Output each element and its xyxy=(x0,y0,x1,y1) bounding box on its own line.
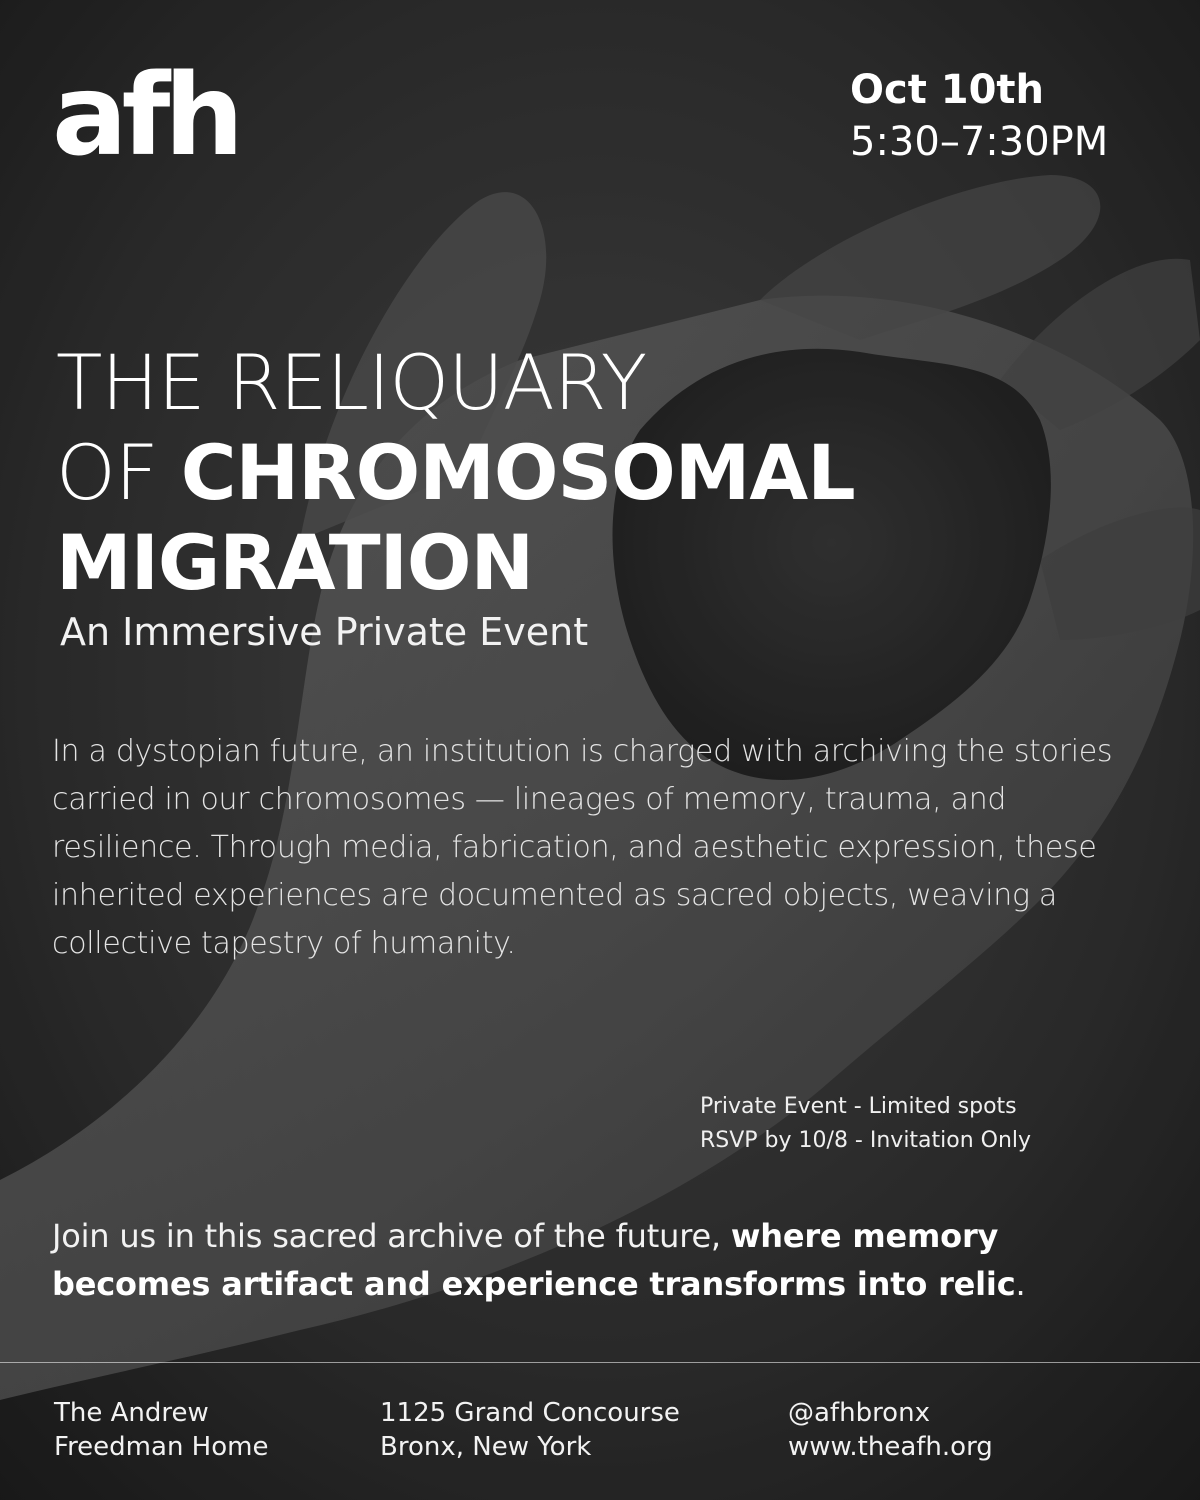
venue-address: 1125 Grand Concourse Bronx, New York xyxy=(380,1398,680,1462)
event-datetime xyxy=(850,64,1108,168)
social-handle: @afhbronx xyxy=(788,1398,930,1428)
notice-line-1: Private Event - Limited spots xyxy=(700,1094,1017,1119)
event-time: 5:30–7:30PM xyxy=(850,119,1109,165)
call-to-action: Join us in this sacred archive of the future, where memory becomes artifact and experience transforms into relic. xyxy=(52,1217,1026,1303)
notice-line-2: RSVP by 10/8 - Invitation Only xyxy=(700,1128,1032,1153)
title-line-2: OF CHROMOSOMAL xyxy=(56,428,855,517)
event-subtitle: An Immersive Private Event xyxy=(60,610,589,654)
afh-logo: afh xyxy=(52,51,239,181)
rsvp-notice xyxy=(700,1090,1031,1158)
contact-info xyxy=(788,1396,993,1464)
event-title xyxy=(56,338,855,608)
website-link[interactable]: www.theafh.org xyxy=(788,1432,993,1462)
title-line-1: THE RELIQUARY xyxy=(56,338,647,427)
venue-name: The Andrew Freedman Home xyxy=(54,1398,269,1462)
event-date: Oct 10th xyxy=(850,67,1045,113)
title-line-3: MIGRATION xyxy=(56,518,534,607)
event-description: In a dystopian future, an institution is charged with archiving the stories carried in our chromosomes — lineages of memory, trauma, and resilience. Through media, fabrication, and aesthetic expression, these inherited experiences are documented as sacred objects, weaving a collective tapestry of humanity. xyxy=(52,734,1113,961)
footer-divider xyxy=(0,1362,1200,1363)
